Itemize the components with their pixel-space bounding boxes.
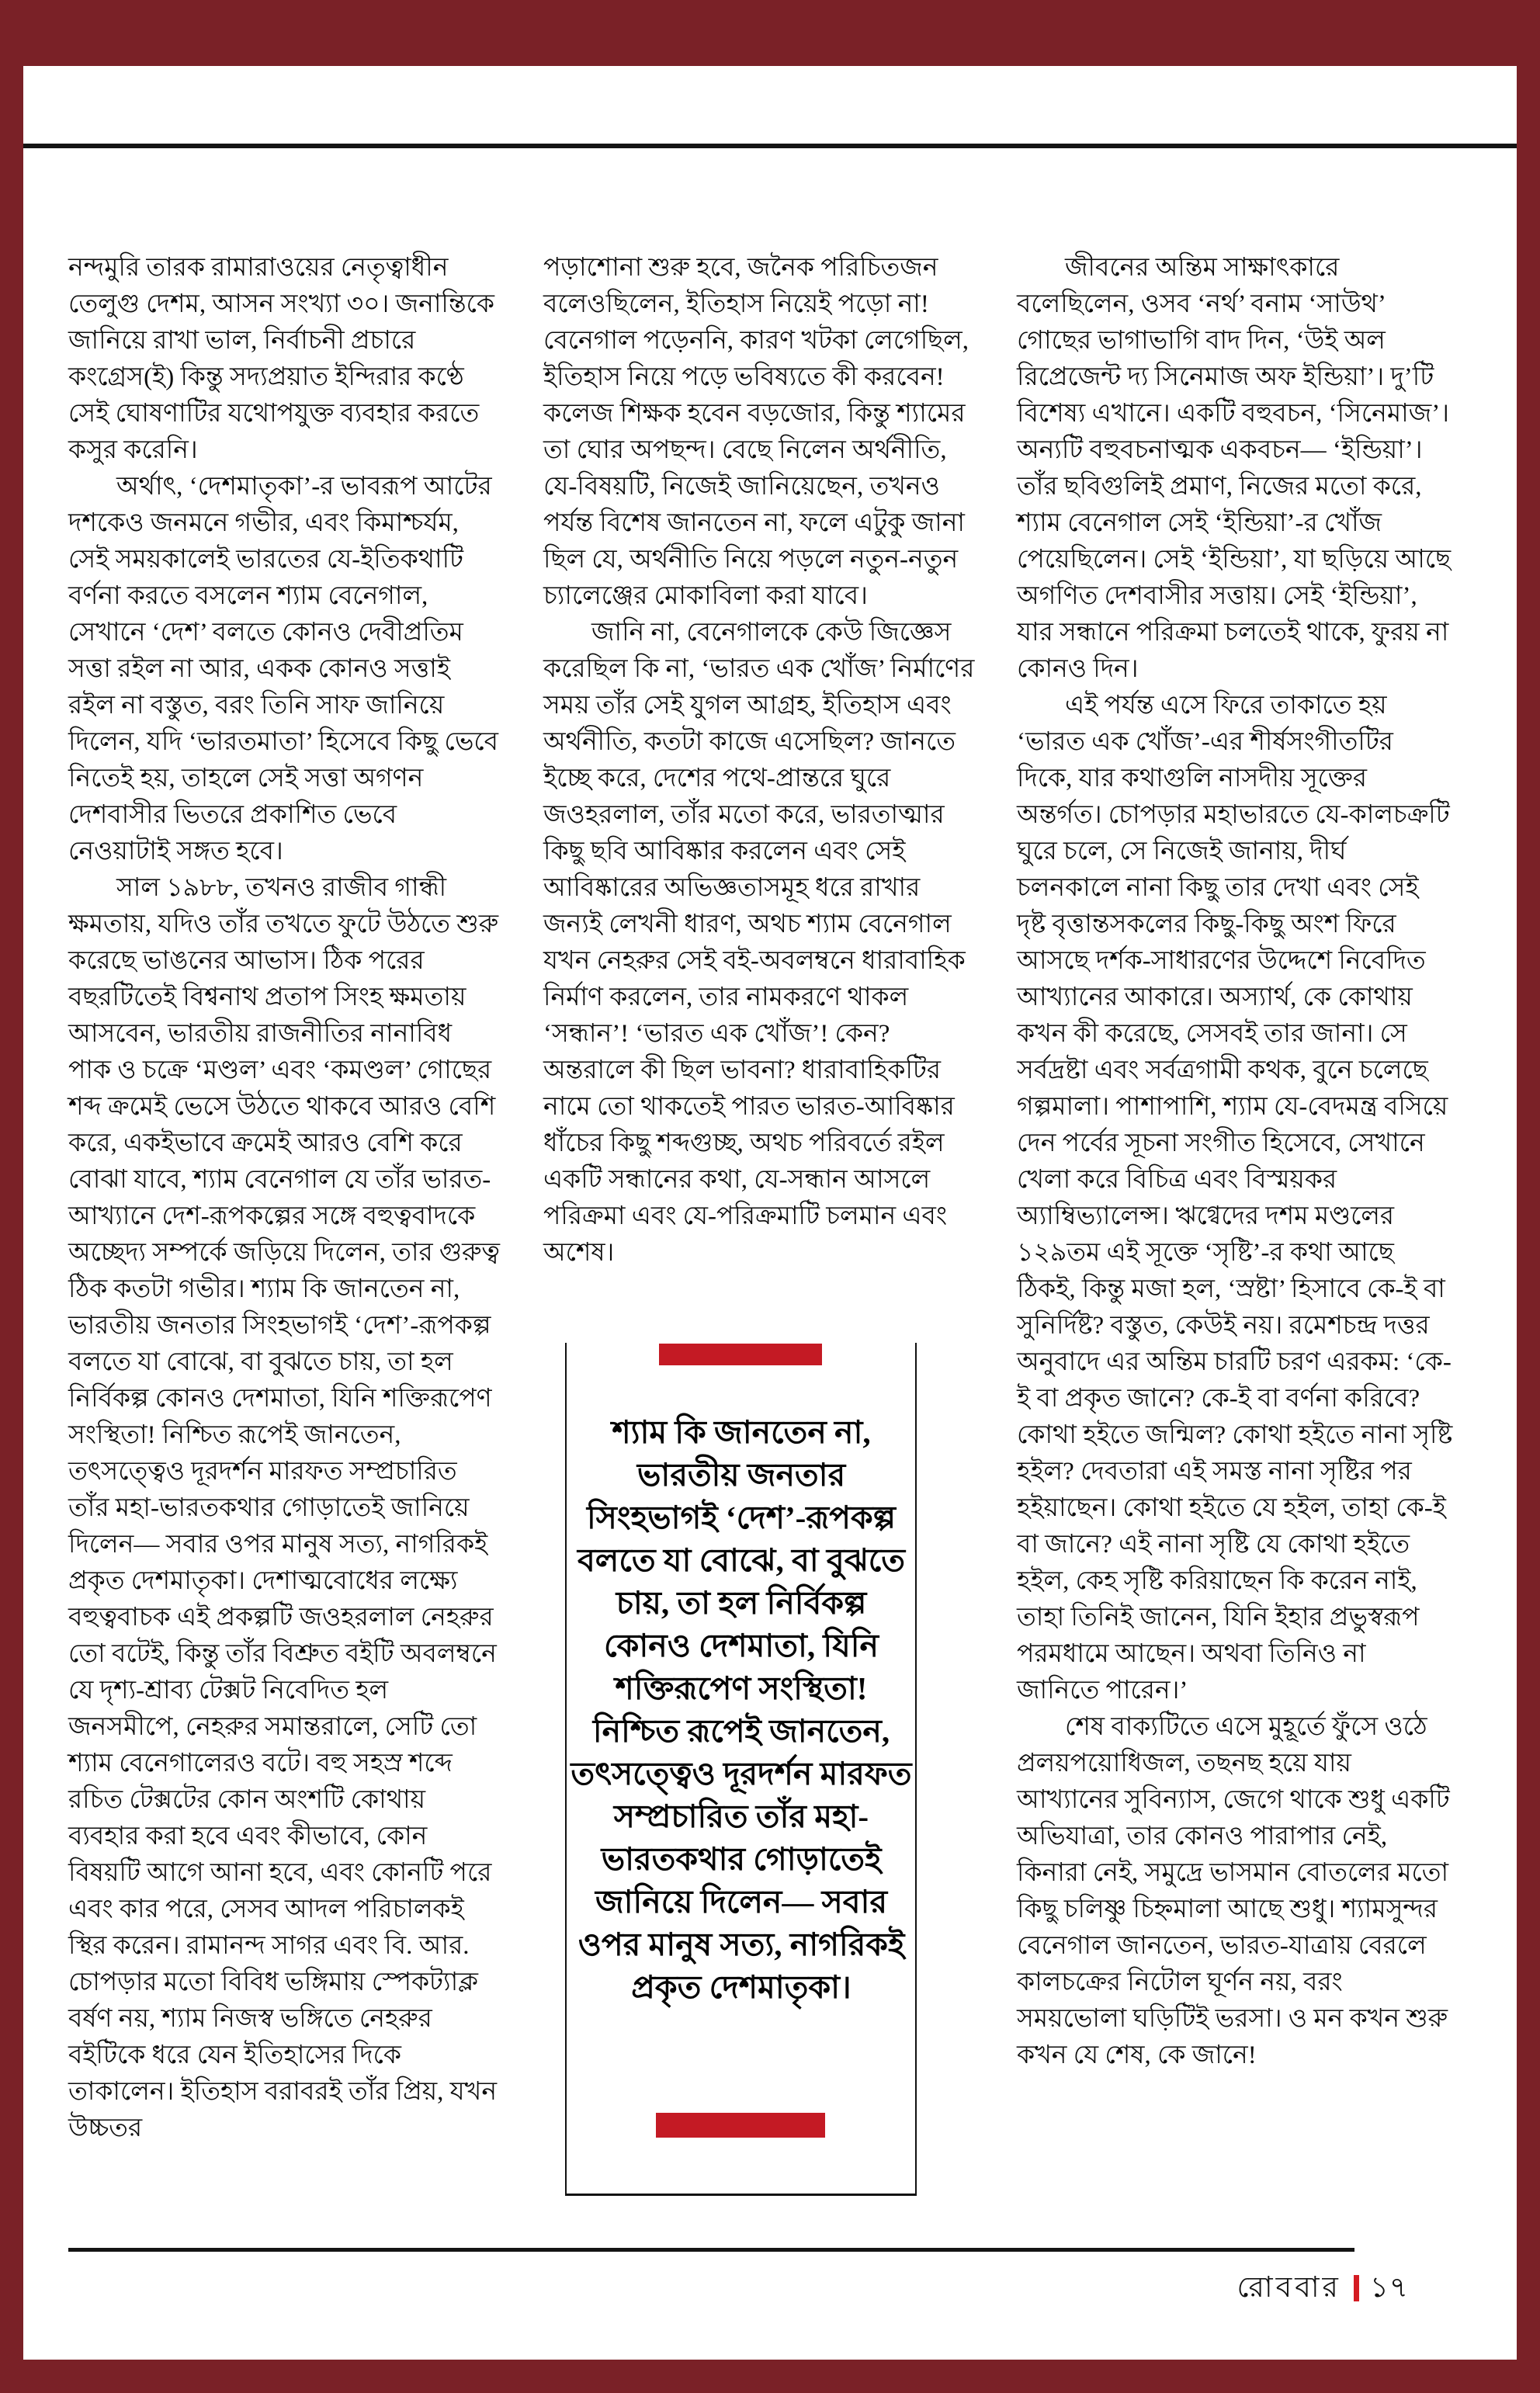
- body-paragraph: নন্দমুরি তারক রামারাওয়ের নেতৃত্বাধীন তেলুগু দেশম, আসন সংখ্যা ৩০। জনান্তিকে জানিয়ে রাখা ভাল, নির্বাচনী প্রচারে কংগ্রেস(ই) কিন্তু সদ্যপ্রয়াত ইন্দিরার কণ্ঠে সেই ঘোষণাটির যথোপযুক্ত ব্যবহার করতে কসুর করেনি।: [68, 254, 494, 464]
- body-paragraph: এই পর্যন্ত এসে ফিরে তাকাতে হয় ‘ভারত এক খোঁজ’-এর শীর্ষসংগীতটির দিকে, যার কথাগুলি নাসদীয় সূক্তের অন্তর্গত। চোপড়ার মহাভারতে যে-কালচক্রটি ঘুরে চলে, সে নিজেই জানায়, দীর্ঘ চলনকালে নানা কিছু তার দেখা এবং সেই দৃষ্ট বৃত্তান্তসকলের কিছু-কিছু অংশ ফিরে আসছে দর্শক-সাধারণের উদ্দেশে নিবেদিত আখ্যানের আকারে। অস্যার্থ, কে কোথায় কখন কী করেছে, সেসবই তার জানা। সে সর্বদ্রষ্টা এবং সর্বত্রগামী কথক, বুনে চলেছে গল্পমালা। পাশাপাশি, শ্যাম যে-বেদমন্ত্র বসিয়ে দেন পর্বের সূচনা সংগীত হিসেবে, সেখানে খেলা করে বিচিত্র এবং বিস্ময়কর অ্যাম্বিভ্যালেন্স। ঋগ্বেদের দশম মণ্ডলের ১২৯তম এই সূক্তে ‘সৃষ্টি’-র কথা আছে ঠিকই, কিন্তু মজা হল, ‘স্রষ্টা’ হিসাবে কে-ই বা সুনির্দিষ্ট? বস্তুত, কেউই নয়। রমেশচন্দ্র দত্তর অনুবাদে এর অন্তিম চারটি চরণ এরকম: ‘কে-ই বা প্রকৃত জানে? কে-ই বা বর্ণনা করিবে? কোথা হইতে জন্মিল? কোথা হইতে নানা সৃষ্টি হইল? দেবতারা এই সমস্ত নানা সৃষ্টির পর হইয়াছেন। কোথা হইতে যে হইল, তাহা কে-ই বা জানে? এই নানা সৃষ্টি যে কোথা হইতে হইল, কেহ সৃষ্টি করিয়াছেন কি করেন নাই, তাহা তিনিই জানেন, যিনি ইহার প্রভুস্বরূপ পরমধামে আছেন। অথবা তিনিও না জানিতে পারেন।’: [1017, 692, 1453, 1705]
- text-column-3: [1017, 250, 1453, 2074]
- pull-quote-bottom-rule: [565, 2194, 917, 2196]
- body-paragraph: শেষ বাক্যটিতে এসে মুহূর্তে ফুঁসে ওঠে প্রলয়পয়োধিজল, তছনছ হয়ে যায় আখ্যানের সুবিন্যাস, জেগে থাকে শুধু একটি অভিযাত্রা, তার কোনও পারাপার নেই, কিনারা নেই, সমুদ্রে ভাসমান বোতলের মতো কিছু চলিষ্ণু চিহ্নমালা আছে শুধু। শ্যামসুন্দর বেনেগাল জানতেন, ভারত-যাত্রায় বেরলে কালচক্রের নিটোল ঘূর্ণন নয়, বরং সময়ভোলা ঘড়িটিই ভরসা। ও মন কখন শুরু কখন যে শেষ, কে জানে!: [1017, 1713, 1450, 2069]
- pull-quote-top-red-bar: [659, 1344, 822, 1365]
- footer-red-separator: [1354, 2275, 1359, 2301]
- body-paragraph: অর্থাৎ, ‘দেশমাতৃকা’-র ভাবরূপ আটের দশকেও জনমনে গভীর, এবং কিমাশ্চর্যম, সেই সময়কালেই ভারতের যে-ইতিকথাটি বর্ণনা করতে বসলেন শ্যাম বেনেগাল, সেখানে ‘দেশ’ বলতে কোনও দেবীপ্রতিম সত্তা রইল না আর, একক কোনও সত্তাই রইল না বস্তুত, বরং তিনি সাফ জানিয়ে দিলেন, যদি ‘ভারতমাতা’ হিসেবে কিছু ভেবে নিতেই হয়, তাহলে সেই সত্তা অগণন দেশবাসীর ভিতরে প্রকাশিত ভেবে নেওয়াটাই সঙ্গত হবে।: [68, 473, 499, 865]
- body-paragraph: পড়াশোনা শুরু হবে, জনৈক পরিচিতজন বলেওছিলেন, ইতিহাস নিয়েই পড়ো না! বেনেগাল পড়েননি, কারণ খটকা লেগেছিল, ইতিহাস নিয়ে পড়ে ভবিষ্যতে কী করবেন! কলেজ শিক্ষক হবেন বড়জোর, কিন্তু শ্যামের তা ঘোর অপছন্দ। বেছে নিলেন অর্থনীতি, যে-বিষয়টি, নিজেই জানিয়েছেন, তখনও পর্যন্ত বিশেষ জানতেন না, ফলে এটুকু জানা ছিল যে, অর্থনীতি নিয়ে পড়লে নতুন-নতুন চ্যালেঞ্জের মোকাবিলা করা যাবে।: [543, 254, 969, 610]
- magazine-name: রোববার: [1237, 2272, 1341, 2304]
- body-paragraph: জানি না, বেনেগালকে কেউ জিজ্ঞেস করেছিল কি না, ‘ভারত এক খোঁজ’ নির্মাণের সময় তাঁর সেই যুগল আগ্রহ, ইতিহাস এবং অর্থনীতি, কতটা কাজে এসেছিল? জানতে ইচ্ছে করে, দেশের পথে-প্রান্তরে ঘুরে জওহরলাল, তাঁর মতো করে, ভারতাত্মার কিছু ছবি আবিষ্কার করলেন এবং সেই আবিষ্কারের অভিজ্ঞতাসমূহ ধরে রাখার জন্যই লেখনী ধারণ, অথচ শ্যাম বেনেগাল যখন নেহরুর সেই বই-অবলম্বনে ধারাবাহিক নির্মাণ করলেন, তার নামকরণে থাকল ‘সন্ধান’! ‘ভারত এক খোঁজ’! কেন? অন্তরালে কী ছিল ভাবনা? ধারাবাহিকটির নামে তো থাকতেই পারত ভারত-আবিষ্কার ধাঁচের কিছু শব্দগুচ্ছ, অথচ পরিবর্তে রইল একটি সন্ধানের কথা, যে-সন্ধান আসলে পরিক্রমা এবং যে-পরিক্রমাটি চলমান এবং অশেষ।: [543, 619, 975, 1267]
- page-frame-top: [0, 0, 1540, 66]
- pull-quote-bottom-red-bar: [656, 2113, 825, 2138]
- top-horizontal-rule: [23, 144, 1517, 148]
- page-frame-bottom: [0, 2360, 1540, 2393]
- page-footer: [1237, 2271, 1409, 2305]
- page-frame-left: [0, 0, 23, 2393]
- text-column-2: [543, 250, 975, 1271]
- page-number: ১৭: [1369, 2272, 1409, 2304]
- pull-quote-right-rule: [915, 1343, 917, 2195]
- body-paragraph: সাল ১৯৮৮, তখনও রাজীব গান্ধী ক্ষমতায়, যদিও তাঁর তখতে ফুটে উঠতে শুরু করেছে ভাঙনের আভাস। ঠিক পরের বছরটিতেই বিশ্বনাথ প্রতাপ সিংহ ক্ষমতায় আসবেন, ভারতীয় রাজনীতির নানাবিধ পাক ও চক্রে ‘মণ্ডল’ এবং ‘কমণ্ডল’ গোছের শব্দ ক্রমেই ভেসে উঠতে থাকবে আরও বেশি করে, একইভাবে ক্রমেই আরও বেশি করে বোঝা যাবে, শ্যাম বেনেগাল যে তাঁর ভারত-আখ্যানে দেশ-রূপকল্পের সঙ্গে বহুত্ববাদকে অচ্ছেদ্য সম্পর্কে জড়িয়ে দিলেন, তার গুরুত্ব ঠিক কতটা গভীর। শ্যাম কি জানতেন না, ভারতীয় জনতার সিংহভাগই ‘দেশ’-রূপকল্প বলতে যা বোঝে, বা বুঝতে চায়, তা হল নির্বিকল্প কোনও দেশমাতা, যিনি শক্তিরূপেণ সংস্থিতা! নিশ্চিত রূপেই জানতেন, তৎসত্ত্বেও দূরদর্শন মারফত সম্প্রচারিত তাঁর মহা-ভারতকথার গোড়াতেই জানিয়ে দিলেন— সবার ওপর মানুষ সত্য, নাগরিকই প্রকৃত দেশমাতৃকা। দেশাত্মবোধের লক্ষ্যে বহুত্ববাচক এই প্রকল্পটি জওহরলাল নেহরুর তো বটেই, কিন্তু তাঁর বিশ্রুত বইটি অবলম্বনে যে দৃশ্য-শ্রাব্য টেক্সট নিবেদিত হল জনসমীপে, নেহরুর সমান্তরালে, সেটি তো শ্যাম বেনেগালেরও বটে। বহু সহস্র শব্দে রচিত টেক্সটের কোন অংশটি কোথায় ব্যবহার করা হবে এবং কীভাবে, কোন বিষয়টি আগে আনা হবে, এবং কোনটি পরে এবং কার পরে, সেসব আদল পরিচালকই স্থির করেন। রামানন্দ সাগর এবং বি. আর. চোপড়ার মতো বিবিধ ভঙ্গিমায় স্পেকট্যাক্ল বর্ষণ নয়, শ্যাম নিজস্ব ভঙ্গিতে নেহরুর বইটিকে ধরে যেন ইতিহাসের দিকে তাকালেন। ইতিহাস বরাবরই তাঁর প্রিয়, যখন উচ্চতর: [68, 874, 500, 2142]
- pull-quote-text: শ্যাম কি জানতেন না, ভারতীয় জনতার সিংহভাগই ‘দেশ’-রূপকল্প বলতে যা বোঝে, বা বুঝতে চায়, তা হল নির্বিকল্প কোনও দেশমাতা, যিনি শক্তিরূপেণ সংস্থিতা! নিশ্চিত রূপেই জানতেন, তৎসত্ত্বেও দূরদর্শন মারফত সম্প্রচারিত তাঁর মহা-ভারতকথার গোড়াতেই জানিয়ে দিলেন— সবার ওপর মানুষ সত্য, নাগরিকই প্রকৃত দেশমাতৃকা।: [571, 1414, 912, 2005]
- body-paragraph: জীবনের অন্তিম সাক্ষাৎকারে বলেছিলেন, ওসব ‘নর্থ’ বনাম ‘সাউথ’ গোছের ভাগাভাগি বাদ দিন, ‘উই অল রিপ্রেজেন্ট দ্য সিনেমাজ অফ ইন্ডিয়া’। দু’টি বিশেষ্য এখানে। একটি বহুবচন, ‘সিনেমাজ’। অন্যটি বহুবচনাত্মক একবচন— ‘ইন্ডিয়া’। তাঁর ছবিগুলিই প্রমাণ, নিজের মতো করে, শ্যাম বেনেগাল সেই ‘ইন্ডিয়া’-র খোঁজ পেয়েছিলেন। সেই ‘ইন্ডিয়া’, যা ছড়িয়ে আছে অগণিত দেশবাসীর সত্তায়। সেই ‘ইন্ডিয়া’, যার সন্ধানে পরিক্রমা চলতেই থাকে, ফুরয় না কোনও দিন।: [1017, 254, 1452, 683]
- pull-quote-left-rule: [565, 1343, 567, 2195]
- text-column-1: [68, 250, 500, 2147]
- bottom-horizontal-rule: [68, 2248, 1354, 2252]
- page-frame-right: [1517, 0, 1540, 2393]
